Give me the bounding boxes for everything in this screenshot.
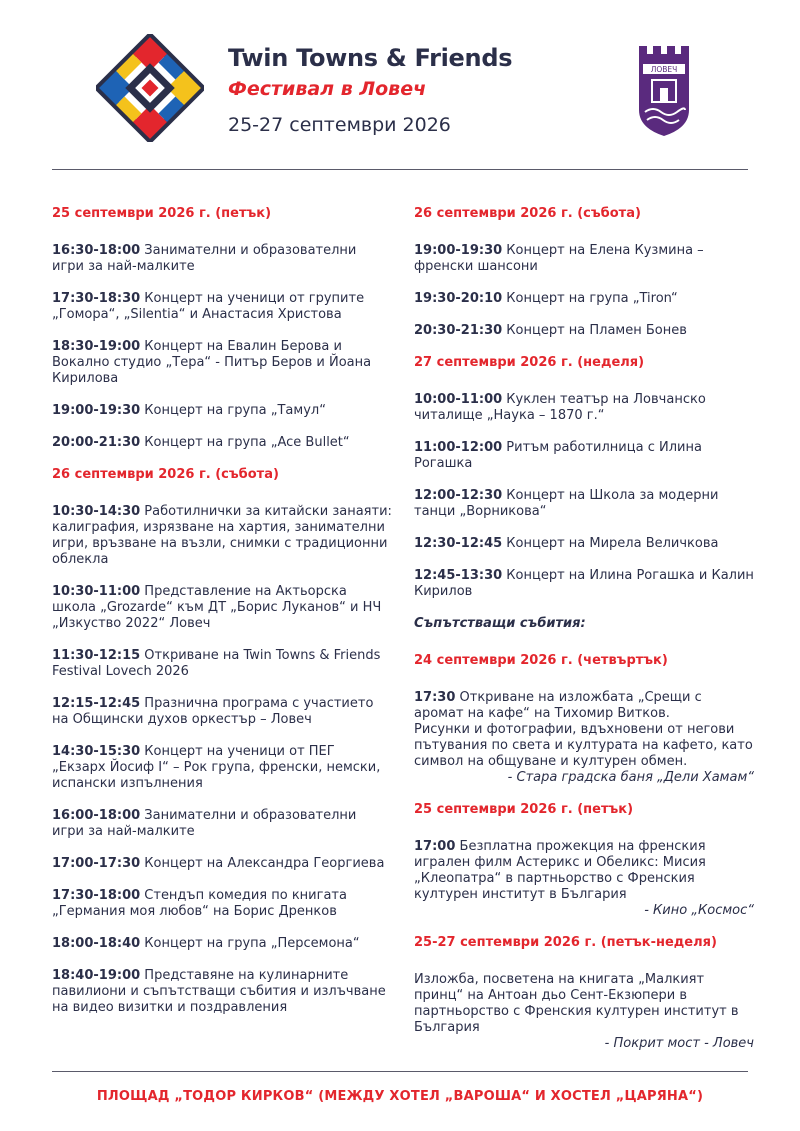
side-event-item: 17:00 Безплатна прожекция на френския игрален филм Астерикс и Обеликс: Мисия „Клеопатра“ в партньорство с Френския културен институт в България - Кино „Космос“ (414, 839, 754, 918)
header (0, 0, 800, 170)
event-item: 19:30-20:10 Концерт на група „Tiron“ (414, 291, 678, 306)
event-item: 12:00-12:30 Концерт на Школа за модерни танци „Ворникова“ (414, 488, 719, 519)
event-item: 12:30-12:45 Концерт на Мирела Величкова (414, 536, 719, 551)
event-item: 10:00-11:00 Куклен театър на Ловчанско читалище „Наука – 1870 г.“ (414, 392, 706, 423)
side-event-venue: - Кино „Космос“ (644, 903, 754, 918)
side-events-title: Съпътстващи събития: (414, 616, 586, 631)
event-item: 17:00-17:30 Концерт на Александра Георгиева (52, 856, 385, 871)
day-heading: 27 септември 2026 г. (неделя) (414, 355, 645, 370)
side-event-venue: - Стара градска баня „Дели Хамам“ (507, 770, 754, 785)
side-event-item: 17:30 Откриване на изложбата „Срещи с аромат на кафе“ на Тихомир Витков. Рисунки и фотографии, вдъхновени от негови пътувания по света и културата на кафето, като символ на общуване и културен обмен. - Стара градска баня „Дели Хамам“ (414, 690, 754, 785)
svg-text:ЛОВЕЧ: ЛОВЕЧ (650, 65, 678, 74)
event-item: 20:00-21:30 Концерт на група „Ace Bullet“ (52, 435, 350, 450)
day-heading: 26 септември 2026 г. (събота) (52, 467, 279, 482)
event-item: 18:30-19:00 Концерт на Евалин Берова и Вокално студио „Тера“ - Питър Беров и Йоана Кирилова (52, 339, 372, 386)
festival-subtitle: Фестивал в Ловеч (228, 78, 427, 100)
event-item: 11:30-12:15 Откриване на Twin Towns & Friends Festival Lovech 2026 (52, 648, 381, 679)
event-item: 18:00-18:40 Концерт на група „Персемона“ (52, 936, 360, 951)
event-item: 11:00-12:00 Ритъм работилница с Илина Рогашка (414, 440, 702, 471)
event-item: 16:30-18:00 Занимателни и образователни игри за най-малките (52, 243, 357, 274)
day-heading: 26 септември 2026 г. (събота) (414, 206, 641, 221)
venue-footer: ПЛОЩАД „ТОДОР КИРКОВ“ (МЕЖДУ ХОТЕЛ „ВАРОША“ И ХОСТЕЛ „ЦАРЯНА“) (96, 1089, 704, 1104)
event-item: 14:30-15:30 Концерт на ученици от ПЕГ „Екзарх Йосиф I“ – Рок група, френски, немски, испански изпълнения (52, 744, 381, 791)
side-event-venue: - Покрит мост - Ловеч (604, 1036, 754, 1051)
day-heading: 24 септември 2026 г. (четвъртък) (414, 653, 668, 668)
event-item: 10:30-14:30 Работилнички за китайски занаяти: калиграфия, изрязване на хартия, занимателни игри, връзване на възли, снимки с традиционни облекла (52, 504, 392, 567)
event-item: 12:45-13:30 Концерт на Илина Рогашка и Калин Кирилов (414, 568, 754, 599)
day-heading: 25 септември 2026 г. (петък) (52, 206, 272, 221)
side-event-description: Рисунки и фотографии, вдъхновени от негови пътувания по света и културата на кафето, като символ на общуване и културен обмен. (414, 722, 753, 769)
event-item: 19:00-19:30 Концерт на група „Тамул“ (52, 403, 326, 418)
event-item: 20:30-21:30 Концерт на Пламен Бонев (414, 323, 687, 338)
program-left-column (52, 206, 392, 1032)
event-item: 10:30-11:00 Представление на Актьорска школа „Grozarde“ към ДТ „Борис Луканов“ и НЧ „Изкуство 2022“ Ловеч (52, 584, 382, 631)
side-event-item: Изложба, посветена на книгата „Малкият принц“ на Антоан дьо Сент-Екзюпери в партньорство с Френския културен институт в България - Покрит мост - Ловеч (414, 972, 754, 1051)
festival-logo (96, 34, 204, 142)
festival-title: Twin Towns & Friends (228, 44, 513, 72)
event-item: 16:00-18:00 Занимателни и образователни игри за най-малките (52, 808, 357, 839)
event-item: 19:00-19:30 Концерт на Елена Кузмина – френски шансони (414, 243, 704, 274)
lovech-crest-icon (636, 40, 692, 138)
event-item: 17:30-18:00 Стендъп комедия по книгата „Германия моя любов“ на Борис Дренков (52, 888, 347, 919)
header-divider (52, 169, 748, 170)
day-heading: 25-27 септември 2026 г. (петък-неделя) (414, 935, 717, 950)
festival-dates: 25-27 септември 2026 (228, 114, 451, 136)
event-item: 17:30-18:30 Концерт на ученици от групите „Гомора“, „Silentia“ и Анастасия Христова (52, 291, 365, 322)
event-item: 12:15-12:45 Празнична програма с участието на Общински духов оркестър – Ловеч (52, 696, 374, 727)
footer-divider (52, 1071, 748, 1072)
event-item: 18:40-19:00 Представяне на кулинарните павилиони и съпътстващи събития и излъчване на видео визитки и поздравления (52, 968, 386, 1015)
day-heading: 25 септември 2026 г. (петък) (414, 802, 634, 817)
program-right-column (414, 206, 754, 1068)
